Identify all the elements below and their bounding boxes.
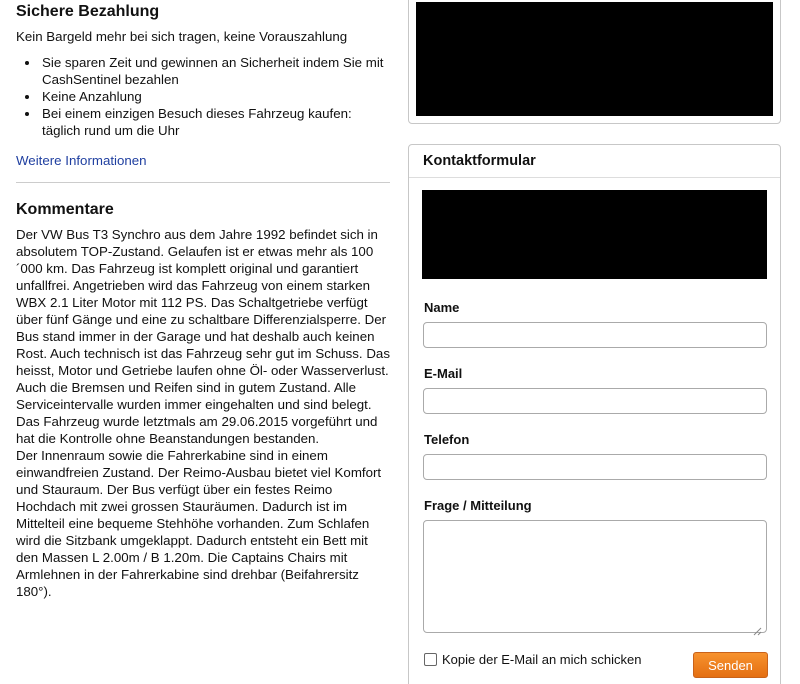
- comment-text: Der VW Bus T3 Synchro aus dem Jahre 1992 befindet sich in absolutem TOP-Zustand. Gelaufen ist er etwas mehr als 100´000 km. Das Fahrzeug ist komplett original und garantiert unfallfrei. Angetrieben wird das Fahrzeug von einem starken WBX 2.1 Liter Motor mit 112 PS. Das Schaltgetriebe verfügt über fünf Gänge und eine zu schaltbare Differenzialsperre. Der Bus stand immer in der Garage und hat deshalb auch keinen Rost. Auch technisch ist das Fahrzeug sehr gut im Schuss. Das heisst, Motor und Getriebe laufen ohne Öl- oder Wasserverlust. Auch die Bremsen und Reifen sind in gutem Zustand. Alle Serviceintervalle wurden immer eingehalten und sind belegt. Das Fahrzeug wurde letztmals am 29.06.2015 vorgeführt und hat die Kontrolle ohne Beanstandungen bestanden.: [16, 227, 390, 446]
- captcha-placeholder: [422, 190, 767, 279]
- send-button[interactable]: Senden: [693, 652, 768, 678]
- list-item: • Sie sparen Zeit und gewinnen an Sicherheit indem Sie mit CashSentinel bezahlen: [40, 54, 390, 88]
- more-info-link[interactable]: Weitere Informationen: [16, 153, 147, 168]
- media-panel: [408, 0, 781, 124]
- email-label: E-Mail: [424, 366, 463, 381]
- contact-form: [408, 144, 781, 684]
- message-textarea[interactable]: [423, 520, 767, 633]
- name-input[interactable]: [423, 322, 767, 348]
- list-item: • Bei einem einzigen Besuch dieses Fahrzeug kaufen: täglich rund um die Uhr: [40, 105, 390, 139]
- form-actions: [424, 652, 768, 680]
- phone-input[interactable]: [423, 454, 767, 480]
- email-input[interactable]: [423, 388, 767, 414]
- left-column: [16, 0, 390, 600]
- payment-title: Sichere Bezahlung: [16, 3, 160, 20]
- payment-subtitle: Kein Bargeld mehr bei sich tragen, keine Vorauszahlung: [16, 29, 348, 44]
- comment-text-2: Der Innenraum sowie die Fahrerkabine sind in einem einwandfreien Zustand. Der Reimo-Ausbau bietet viel Komfort und Stauraum. Der Bus verfügt über ein festes Reimo Hochdach mit zwei grossen Stauräumen. Dadurch ist im Mittelteil eine bequeme Stehhöhe vorhanden. Zum Schlafen wird die Sitzbank umgeklappt. Dadurch entsteht ein Bett mit den Massen L 2.00m / B 1.20m. Die Captains Chairs mit Armlehnen in der Fahrerkabine sind drehbar (Beifahrersitz 180°).: [16, 448, 382, 599]
- copy-email-checkbox[interactable]: [424, 653, 437, 666]
- divider: [16, 182, 390, 183]
- phone-label: Telefon: [424, 432, 470, 447]
- contact-form-title: Kontaktformular: [409, 145, 780, 178]
- comments-title: Kommentare: [16, 201, 114, 218]
- name-label: Name: [424, 300, 460, 315]
- benefits-list: [40, 54, 390, 139]
- resize-grip-icon[interactable]: [752, 626, 762, 636]
- message-label: Frage / Mitteilung: [424, 498, 532, 513]
- copy-email-label[interactable]: Kopie der E-Mail an mich schicken: [442, 652, 642, 667]
- media-placeholder: [416, 2, 773, 116]
- list-item: • Keine Anzahlung: [40, 88, 390, 105]
